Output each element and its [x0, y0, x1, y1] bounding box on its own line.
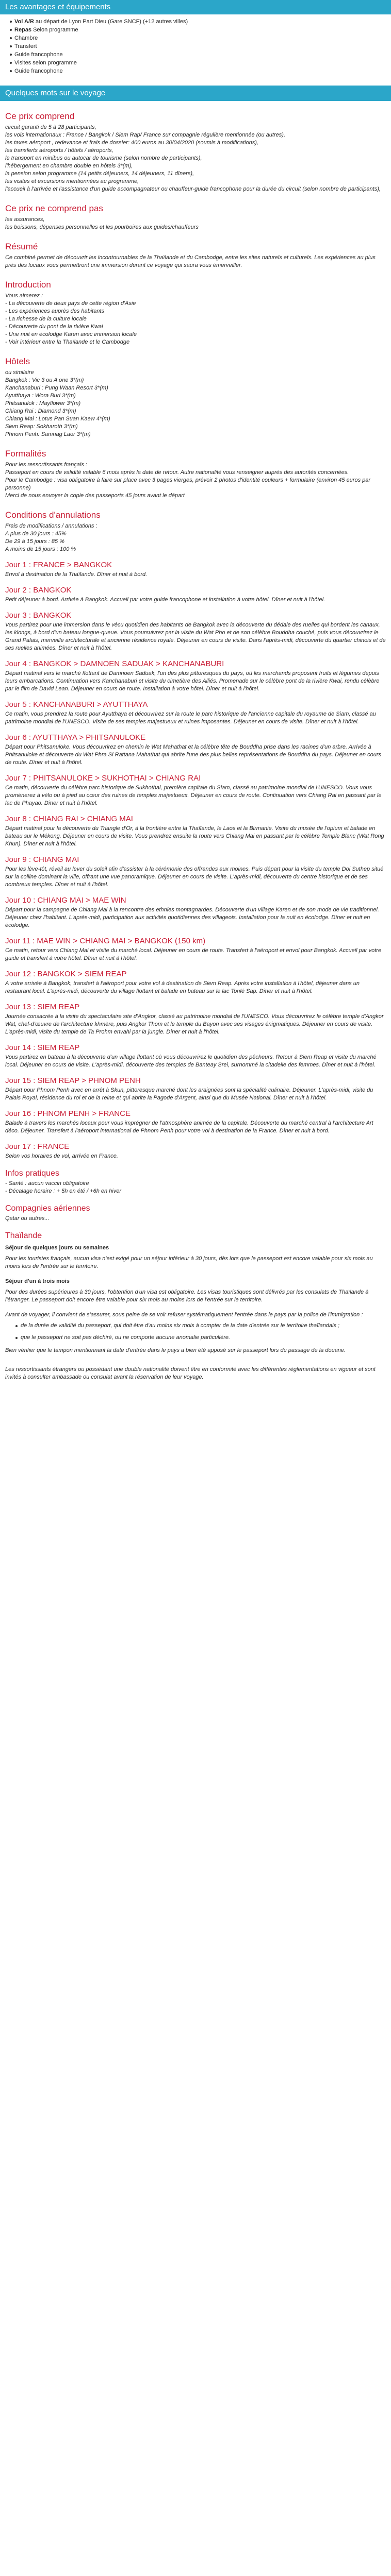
section-line: - Les expériences auprès des habitants: [5, 308, 105, 314]
day-text: Journée consacrée à la visite du spectaculaire site d'Angkor, classé au patrimoine mondial de l'UNESCO. Vous découvrirez le célèbre temple d'Angkor Wat, chef-d'œuvre de l'architecture khmère, puis Angkor Thom et le temple du Bayon avec ses visages énigmatiques. Déjeuner en cours de visite. L'après-midi, visite du temple de Ta Prohm envahi par la jungle. Dîner et nuit à l'hôtel.: [5, 1013, 384, 1035]
section-body: [5, 124, 386, 193]
feature-bold: Repas: [14, 27, 32, 33]
section-title: Introduction: [5, 280, 51, 290]
feature-text: au départ de Lyon Part Dieu (Gare SNCF) (+12 autres villes): [34, 19, 188, 25]
day-text: Ce matin, découverte du célèbre parc historique de Sukhothai, première capitale du Siam, classé au patrimoine mondial de l'UNESCO. Vous vous promènerez à vélo ou à pied au cœur des ruines de temples majestueux. Déjeuner en cours de route. Continuation vers Chiang Rai en passant par le lac de Phayao. Dîner et nuit à l'hôtel.: [5, 785, 382, 806]
day-title: Jour 3 : BANGKOK: [5, 611, 72, 620]
section-line: A moins de 15 jours : 100 %: [5, 546, 76, 552]
day-title: Jour 2 : BANGKOK: [5, 586, 72, 595]
section-line: - Une nuit en écolodge Karen avec immersion locale: [5, 331, 137, 337]
section-line: Bangkok : Vic 3 ou A one 3*(m): [5, 377, 84, 383]
section-line: circuit garanti de 5 à 28 participants,: [5, 124, 96, 130]
feature-bold: Vol A/R: [14, 19, 34, 25]
day-text: Départ pour la campagne de Chiang Mai à la rencontre des ethnies montagnardes. Découverte d'un village Karen et de son mode de vie traditionnel. Déjeuner chez l'habitant. L'après-midi, participation aux activités quotidiennes des villageois. Installation pour la nuit en écolodge. Dîner et nuit en écolodge.: [5, 907, 379, 928]
section-line: - La richesse de la culture locale: [5, 316, 87, 322]
visa-title: Séjour de quelques jours ou semaines: [5, 1245, 109, 1251]
feature-item: [14, 34, 391, 42]
long-stay-text: Pour des durées supérieures à 30 jours, l'obtention d'un visa est obligatoire. Les visas touristiques sont délivrés par les consulats de Thaïlande à l'étranger. Le passeport doit encore être valable pour six mois au moins lors de l'entrée sur le territoire.: [5, 1289, 369, 1303]
section-line: Frais de modifications / annulations :: [5, 523, 97, 529]
day-text: Vous partirez pour une immersion dans le vécu quotidien des habitants de Bangkok avec la découverte du dédale des ruelles qui bordent les canaux, les klongs, à bord d'un bateau longue-queue. Vous poursuivrez par la visite du Wat Pho et de son célèbre Bouddha couché, puis vous découvrirez le Grand Palais, merveille architecturale et ancienne résidence royale. Déjeuner en cours de visite. Dans l'après-midi, découverte du quartier chinois et de ses ruelles animées. Dîner et nuit à l'hôtel.: [5, 622, 386, 651]
section-line: Chiang Rai : Diamond 3*(m): [5, 408, 76, 414]
day-title: Jour 9 : CHIANG MAI: [5, 855, 79, 864]
visa-bullet: que le passeport ne soit pas déchiré, ou ne comporte aucune anomalie particulière.: [21, 1334, 386, 1342]
section-line: Ayutthaya : Wora Buri 3*(m): [5, 393, 76, 399]
section-line: Ce combiné permet de découvrir les incontournables de la Thaïlande et du Cambodge, entre les sites naturels et culturels. Les expériences au plus près des locaux vous permettront une immersion durant ce voyage qui saura vous émerveiller.: [5, 255, 376, 268]
section-line: Siem Reap: Sokharoth 3*(m): [5, 423, 78, 430]
feature-item: [14, 26, 391, 34]
section-line: les boissons, dépenses personnelles et les pourboires aux guides/chauffeurs: [5, 224, 199, 230]
day-title: Jour 10 : CHIANG MAI > MAE WIN: [5, 896, 126, 905]
info-title: Compagnies aériennes: [5, 1204, 90, 1213]
day-title: Jour 16 : PHNOM PENH > FRANCE: [5, 1109, 131, 1118]
itinerary: [5, 561, 386, 1160]
info-line: - Décalage horaire : + 5h en été / +6h en hiver: [5, 1188, 122, 1194]
section-line: les vols internationaux : France / Bangkok / Siem Rap/ France sur compagnie régulière mentionnée (ou autres),: [5, 132, 285, 138]
day-text: Ce matin, vous prendrez la route pour Ayutthaya et découvrirez sur la route le parc historique de l'ancienne capitale du royaume de Siam, classé au patrimoine mondial de l'UNESCO. Visite de ses temples majestueux et ruines imposantes. Déjeuner en cours de visite. Dîner et nuit à l'hôtel.: [5, 711, 376, 725]
section-title: Formalités: [5, 449, 46, 459]
day-title: Jour 4 : BANGKOK > DAMNOEN SADUAK > KANCHANABURI: [5, 659, 224, 668]
day-text: Départ matinal vers le marché flottant de Damnoen Saduak, l'un des plus pittoresques du pays, où les marchands proposent fruits et légumes depuis leurs embarcations. Continuation vers Kanchanaburi et visite du cimetière des Alliés. Promenade sur le célèbre pont de la rivière Kwai, rendu célèbre par le film de David Lean. Déjeuner en cours de route. Installation à votre hôtel. Dîner et nuit à l'hôtel.: [5, 670, 380, 692]
day-text: Selon vos horaires de vol, arrivée en France.: [5, 1153, 118, 1159]
feature-text: Visites selon programme: [14, 60, 77, 66]
day-title: Jour 15 : SIEM REAP > PHNOM PENH: [5, 1076, 141, 1085]
section-line: Pour les ressortissants français :: [5, 462, 87, 468]
section-line: Merci de nous envoyer la copie des passeports 45 jours avant le départ: [5, 493, 185, 499]
feature-item: [14, 18, 391, 26]
day-text: Pour les lève-tôt, réveil au lever du soleil afin d'assister à la cérémonie des offrandes aux moines. Puis départ pour la visite du temple Doi Suthep situé sur la colline dominant la ville, offrant une vue panoramique. Déjeuner en cours de visite. L'après-midi, découverte du centre historique et de ses nombreux temples. Dîner et nuit à l'hôtel.: [5, 866, 384, 888]
section-line: Chiang Mai : Lotus Pan Suan Kaew 4*(m): [5, 416, 110, 422]
section-title: Hôtels: [5, 357, 30, 366]
long-stay-title: Séjour d'un à trois mois: [5, 1278, 70, 1284]
section-title: Résumé: [5, 242, 38, 251]
section-line: Kanchanaburi : Pung Waan Resort 3*(m): [5, 385, 108, 391]
section-line: la pension selon programme (14 petits déjeuners, 14 déjeuners, 11 dîners),: [5, 171, 194, 177]
visa-bullet: de la durée de validité du passeport, qui doit être d'au moins six mois à compter de la date d'entrée sur le territoire thaïlandais ;: [21, 1322, 386, 1330]
section-line: - Découverte du pont de la rivière Kwai: [5, 324, 103, 330]
visa-note: Avant de voyager, il convient de s'assurer, sous peine de se voir refuser systématiquement l'entrée dans le pays par la police de l'immigration :: [5, 1312, 363, 1318]
day-title: Jour 11 : MAE WIN > CHIANG MAI > BANGKOK (150 km): [5, 937, 206, 945]
day-title: Jour 13 : SIEM REAP: [5, 1003, 80, 1011]
feature-text: Selon programme: [31, 27, 78, 33]
section-line: Vous aimerez :: [5, 293, 43, 299]
section-line: les assurances,: [5, 216, 45, 223]
about-banner: Quelques mots sur le voyage: [0, 86, 391, 101]
feature-text: Transfert: [14, 43, 37, 49]
section-line: le transport en minibus ou autocar de tourisme (selon nombre de participants),: [5, 155, 202, 161]
day-title: Jour 7 : PHITSANULOKE > SUKHOTHAI > CHIANG RAI: [5, 774, 201, 783]
section-title: Conditions d'annulations: [5, 510, 101, 520]
day-text: Balade à travers les marchés locaux pour vous imprégner de l'atmosphère animée de la capitale. Découverte du marché central à l'architecture Art déco. Déjeuner. Transfert à l'aéroport international de Phnom Penh pour votre vol à destination de la France. Dîner et nuit à bord.: [5, 1120, 373, 1134]
trip-sections: [5, 111, 386, 553]
day-text: Départ pour Phnom Penh avec en arrêt à Skun, pittoresque marché dont les araignées sont la spécialité culinaire. Déjeuner. L'après-midi, visite du Palais Royal, résidence du roi et de la reine et qui abrite la Pagode d'Argent, ainsi que du Musée National. Dîner et nuit à l'hôtel.: [5, 1087, 373, 1101]
info-title: Thaïlande: [5, 1231, 42, 1240]
section-line: Passeport en cours de validité valable 6 mois après la date de retour. Autre nationalité vous renseigner auprès des autorités concernées.: [5, 469, 349, 476]
section-line: l'hébergement en chambre double en hôtels 3*(m),: [5, 163, 133, 169]
day-title: Jour 17 : FRANCE: [5, 1142, 70, 1151]
visa-bullets: [5, 1322, 386, 1342]
feature-text: Guide francophone: [14, 68, 63, 74]
section-line: A plus de 30 jours : 45%: [5, 531, 67, 537]
day-title: Jour 14 : SIEM REAP: [5, 1043, 80, 1052]
feature-text: Guide francophone: [14, 52, 63, 58]
section-body: [5, 292, 386, 346]
features-list: [0, 18, 391, 75]
day-title: Jour 1 : FRANCE > BANGKOK: [5, 561, 112, 569]
feature-item: [14, 50, 391, 59]
day-text: Départ pour Phitsanuloke. Vous découvrirez en chemin le Wat Mahathat et la célèbre tête de Bouddha prise dans les racines d'un arbre. Arrivée à Phitsanuloke et découverte du Wat Phra Si Rattana Mahathat qui abrite l'une des plus belles représentations de Bouddha du pays. Déjeuner en cours de route. Dîner et nuit à l'hôtel.: [5, 744, 381, 766]
info-body: [5, 1215, 386, 1223]
info-body: [5, 1180, 386, 1195]
visa-footer: Les ressortissants étrangers ou possédant une double nationalité doivent être en conformité avec les différentes réglementations en vigueur et sont invités à consulter ambassade ou consulat avant la réservation de leur voyage.: [5, 1366, 376, 1380]
info-line: Qatar ou autres...: [5, 1215, 50, 1222]
info-line: - Santé : aucun vaccin obligatoire: [5, 1180, 89, 1187]
section-body: [5, 254, 386, 269]
section-line: - Voir intérieur entre la Thaïlande et le Cambodge: [5, 339, 130, 345]
feature-item: [14, 42, 391, 50]
section-body: [5, 522, 386, 553]
section-title: Ce prix ne comprend pas: [5, 204, 103, 213]
day-text: Petit déjeuner à bord. Arrivée à Bangkok. Accueil par votre guide francophone et installation à votre hôtel. Dîner et nuit à l'hôtel.: [5, 597, 325, 603]
section-line: - La découverte de deux pays de cette région d'Asie: [5, 300, 136, 307]
info-title: Infos pratiques: [5, 1169, 59, 1178]
trip-content: [0, 111, 391, 1405]
section-line: De 29 à 15 jours : 85 %: [5, 538, 64, 545]
day-title: Jour 6 : AYUTTHAYA > PHITSANULOKE: [5, 733, 146, 742]
day-text: Départ matinal pour la découverte du Triangle d'Or, à la frontière entre la Thaïlande, le Laos et la Birmanie. Visite du musée de l'opium et balade en bateau sur le Mékong. Déjeuner en cours de visite. Vous prendrez ensuite la route vers Chiang Mai en passant par le célèbre Temple Blanc (Wat Rong Khun). Dîner et nuit à l'hôtel.: [5, 825, 384, 847]
practical-info: [5, 1168, 386, 1241]
day-title: Jour 12 : BANGKOK > SIEM REAP: [5, 970, 127, 978]
section-line: Phnom Penh: Samnag Laor 3*(m): [5, 431, 91, 437]
visa-text: Pour les touristes français, aucun visa n'est exigé pour un séjour inférieur à 30 jours, dès lors que le passeport est encore valable pour six mois au moins lors de l'entrée sur le territoire.: [5, 1256, 373, 1269]
feature-item: [14, 67, 391, 75]
section-title: Ce prix comprend: [5, 111, 75, 121]
section-line: Phitsanulok : Mayflower 3*(m): [5, 400, 81, 406]
features-banner: Les avantages et équipements: [0, 0, 391, 14]
section-line: Pour le Cambodge : visa obligatoire à faire sur place avec 3 pages vierges, prévoir 2 photos d'identité couleurs + formulaire (environ 45 euros par personne): [5, 477, 371, 491]
section-line: les transferts aéroports / hôtels / aéroports,: [5, 147, 113, 154]
section-body: [5, 369, 386, 438]
section-line: l'accueil à l'arrivée et l'assistance d'un guide accompagnateur ou chauffeur-guide francophone pour la durée du circuit (selon nombre de participants),: [5, 186, 381, 192]
day-title: Jour 5 : KANCHANABURI > AYUTTHAYA: [5, 700, 148, 709]
visa-closing: Bien vérifier que le tampon mentionnant la date d'entrée dans le pays a bien été apposé sur le passeport lors du passage de la douane.: [5, 1347, 346, 1353]
day-text: A votre arrivée à Bangkok, transfert à l'aéroport pour votre vol à destination de Siem Reap. Après votre installation à l'hôtel, déjeuner dans un restaurant local. L'après-midi, découverte du village flottant et balade en bateau sur le lac Tonlé Sap. Dîner et nuit à l'hôtel.: [5, 980, 360, 994]
day-text: Envol à destination de la Thaïlande. Dîner et nuit à bord.: [5, 571, 148, 578]
section-line: les taxes aéroport , redevance et frais de dossier: 400 euros au 30/04/2020 (soumis à modifications),: [5, 140, 258, 146]
feature-item: [14, 59, 391, 67]
day-text: Vous partirez en bateau à la découverte d'un village flottant où vous découvrirez le quotidien des pêcheurs. Retour à Siem Reap et visite du marché local. Déjeuner en cours de visite. L'après-midi, découverte des temples de Banteay Srei, surnommé la citadelle des femmes. Dîner et nuit à l'hôtel.: [5, 1054, 377, 1068]
feature-text: Chambre: [14, 35, 38, 41]
day-title: Jour 8 : CHIANG RAI > CHIANG MAI: [5, 815, 133, 823]
day-text: Ce matin, retour vers Chiang Mai et visite du marché local. Déjeuner en cours de route. Transfert à l'aéroport et envol pour Bangkok. Accueil par votre guide et transfert à votre hôtel. Dîner et nuit à l'hôtel.: [5, 947, 382, 961]
thailand-visa: [5, 1244, 386, 1381]
section-body: [5, 216, 386, 231]
section-line: ou similaire: [5, 369, 34, 376]
section-line: les visites et excursions mentionnées au programme,: [5, 178, 139, 184]
section-body: [5, 461, 386, 500]
